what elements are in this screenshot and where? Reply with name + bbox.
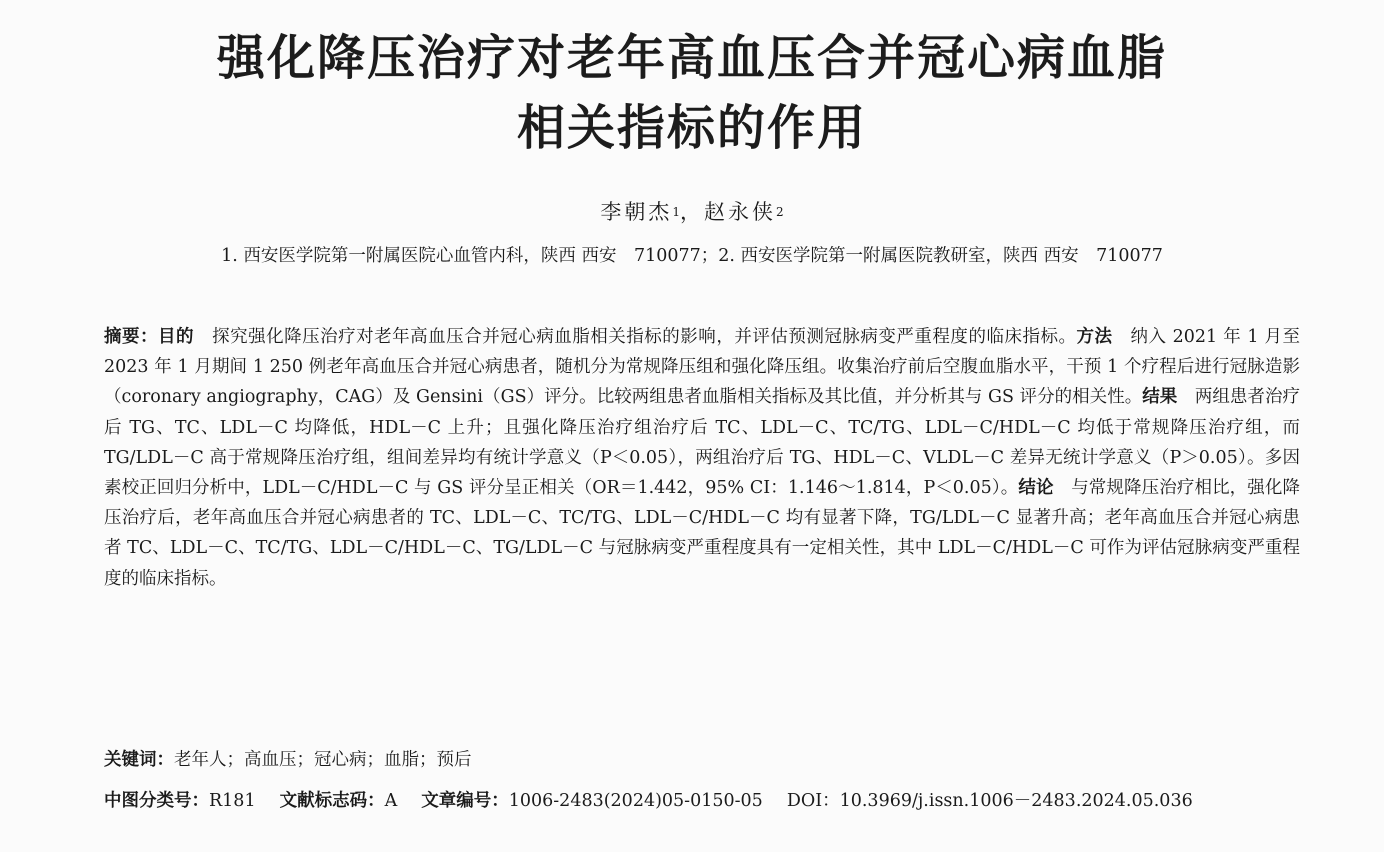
- objective-label: 目的: [158, 327, 195, 347]
- author-separator: ，: [680, 200, 704, 224]
- article-number-value: 1006-2483(2024)05-0150-05: [508, 791, 763, 811]
- objective-text: 探究强化降压治疗对老年高血压合并冠心病血脂相关指标的影响，并评估预测冠脉病变严重程度的临床指标。: [194, 327, 1077, 347]
- keywords-label: 关键词：: [104, 750, 174, 770]
- author-name: 李朝杰: [600, 200, 673, 224]
- results-label: 结果: [1142, 387, 1178, 408]
- author-list: [0, 198, 1384, 226]
- article-number-label: 文章编号：: [421, 791, 509, 811]
- abstract-label: 摘要：: [104, 327, 159, 347]
- results-text: 两组患者治疗后 TG、TC、LDL－C 均降低，HDL－C 上升；且强化降压治疗组治疗后 TC、LDL－C、TC/TG、LDL－C/HDL－C 均低于常规降压治疗组，而 TG/LDL－C 高于常规降压治疗组，组间差异均有统计学意义（P＜0.05），两组治疗后 TG、HDL－C、VLDL－C 差异无统计学意义（P＞0.05）。多因素校正回归分析中，LDL－C/HDL－C 与 GS 评分呈正相关（OR＝1.442，95% CI：1.146～1.814，P＜0.05）。: [104, 387, 1300, 499]
- author-affiliation-mark: 2: [776, 205, 784, 219]
- abstract: [104, 322, 1300, 594]
- affiliation-line: 1. 西安医学院第一附属医院心血管内科，陕西 西安 710077；2. 西安医学院第一附属医院教研室，陕西 西安 710077: [221, 246, 1163, 266]
- keywords-line: [104, 746, 1300, 774]
- conclusion-label: 结论: [1018, 478, 1054, 499]
- author-affiliation-mark: 1: [672, 205, 680, 219]
- author-name: 赵永侠: [704, 200, 776, 224]
- conclusion-text: 与常规降压治疗相比，强化降压治疗后，老年高血压合并冠心病患者的 TC、LDL－C、TC/TG、LDL－C/HDL－C 均有显著下降，TG/LDL－C 显著升高；老年高血压合并冠心病患者 TC、LDL－C、TC/TG、LDL－C/HDL－C、TG/LDL－C 与冠脉病变严重程度具有一定相关性，其中 LDL－C/HDL－C 可作为评估冠脉病变严重程度的临床指标。: [104, 478, 1301, 589]
- paper-title-line-1: 强化降压治疗对老年高血压合并冠心病血脂: [216, 30, 1167, 86]
- doc-code-value: A: [384, 791, 398, 811]
- paper-title-line-2: 相关指标的作用: [516, 100, 867, 156]
- doc-code-label: 文献标志码：: [279, 791, 385, 811]
- keywords-text: 老年人；高血压；冠心病；血脂；预后: [174, 750, 472, 770]
- classification-line: [104, 787, 1300, 815]
- doi: DOI：10.3969/j.issn.1006－2483.2024.05.036: [786, 791, 1193, 811]
- methods-text: 纳入 2021 年 1 月至 2023 年 1 月期间 1 250 例老年高血压合并冠心病患者，随机分为常规降压组和强化降压组。收集治疗前后空腹血脂水平，干预 1 个疗程后进行冠脉造影（coronary angiography，CAG）及 Gensini（GS）评分。比较两组患者血脂相关指标及其比值，并分析其与 GS 评分的相关性。: [104, 327, 1301, 408]
- clc-label: 中图分类号：: [104, 791, 209, 811]
- clc-value: R181: [209, 791, 256, 811]
- methods-label: 方法: [1076, 327, 1113, 347]
